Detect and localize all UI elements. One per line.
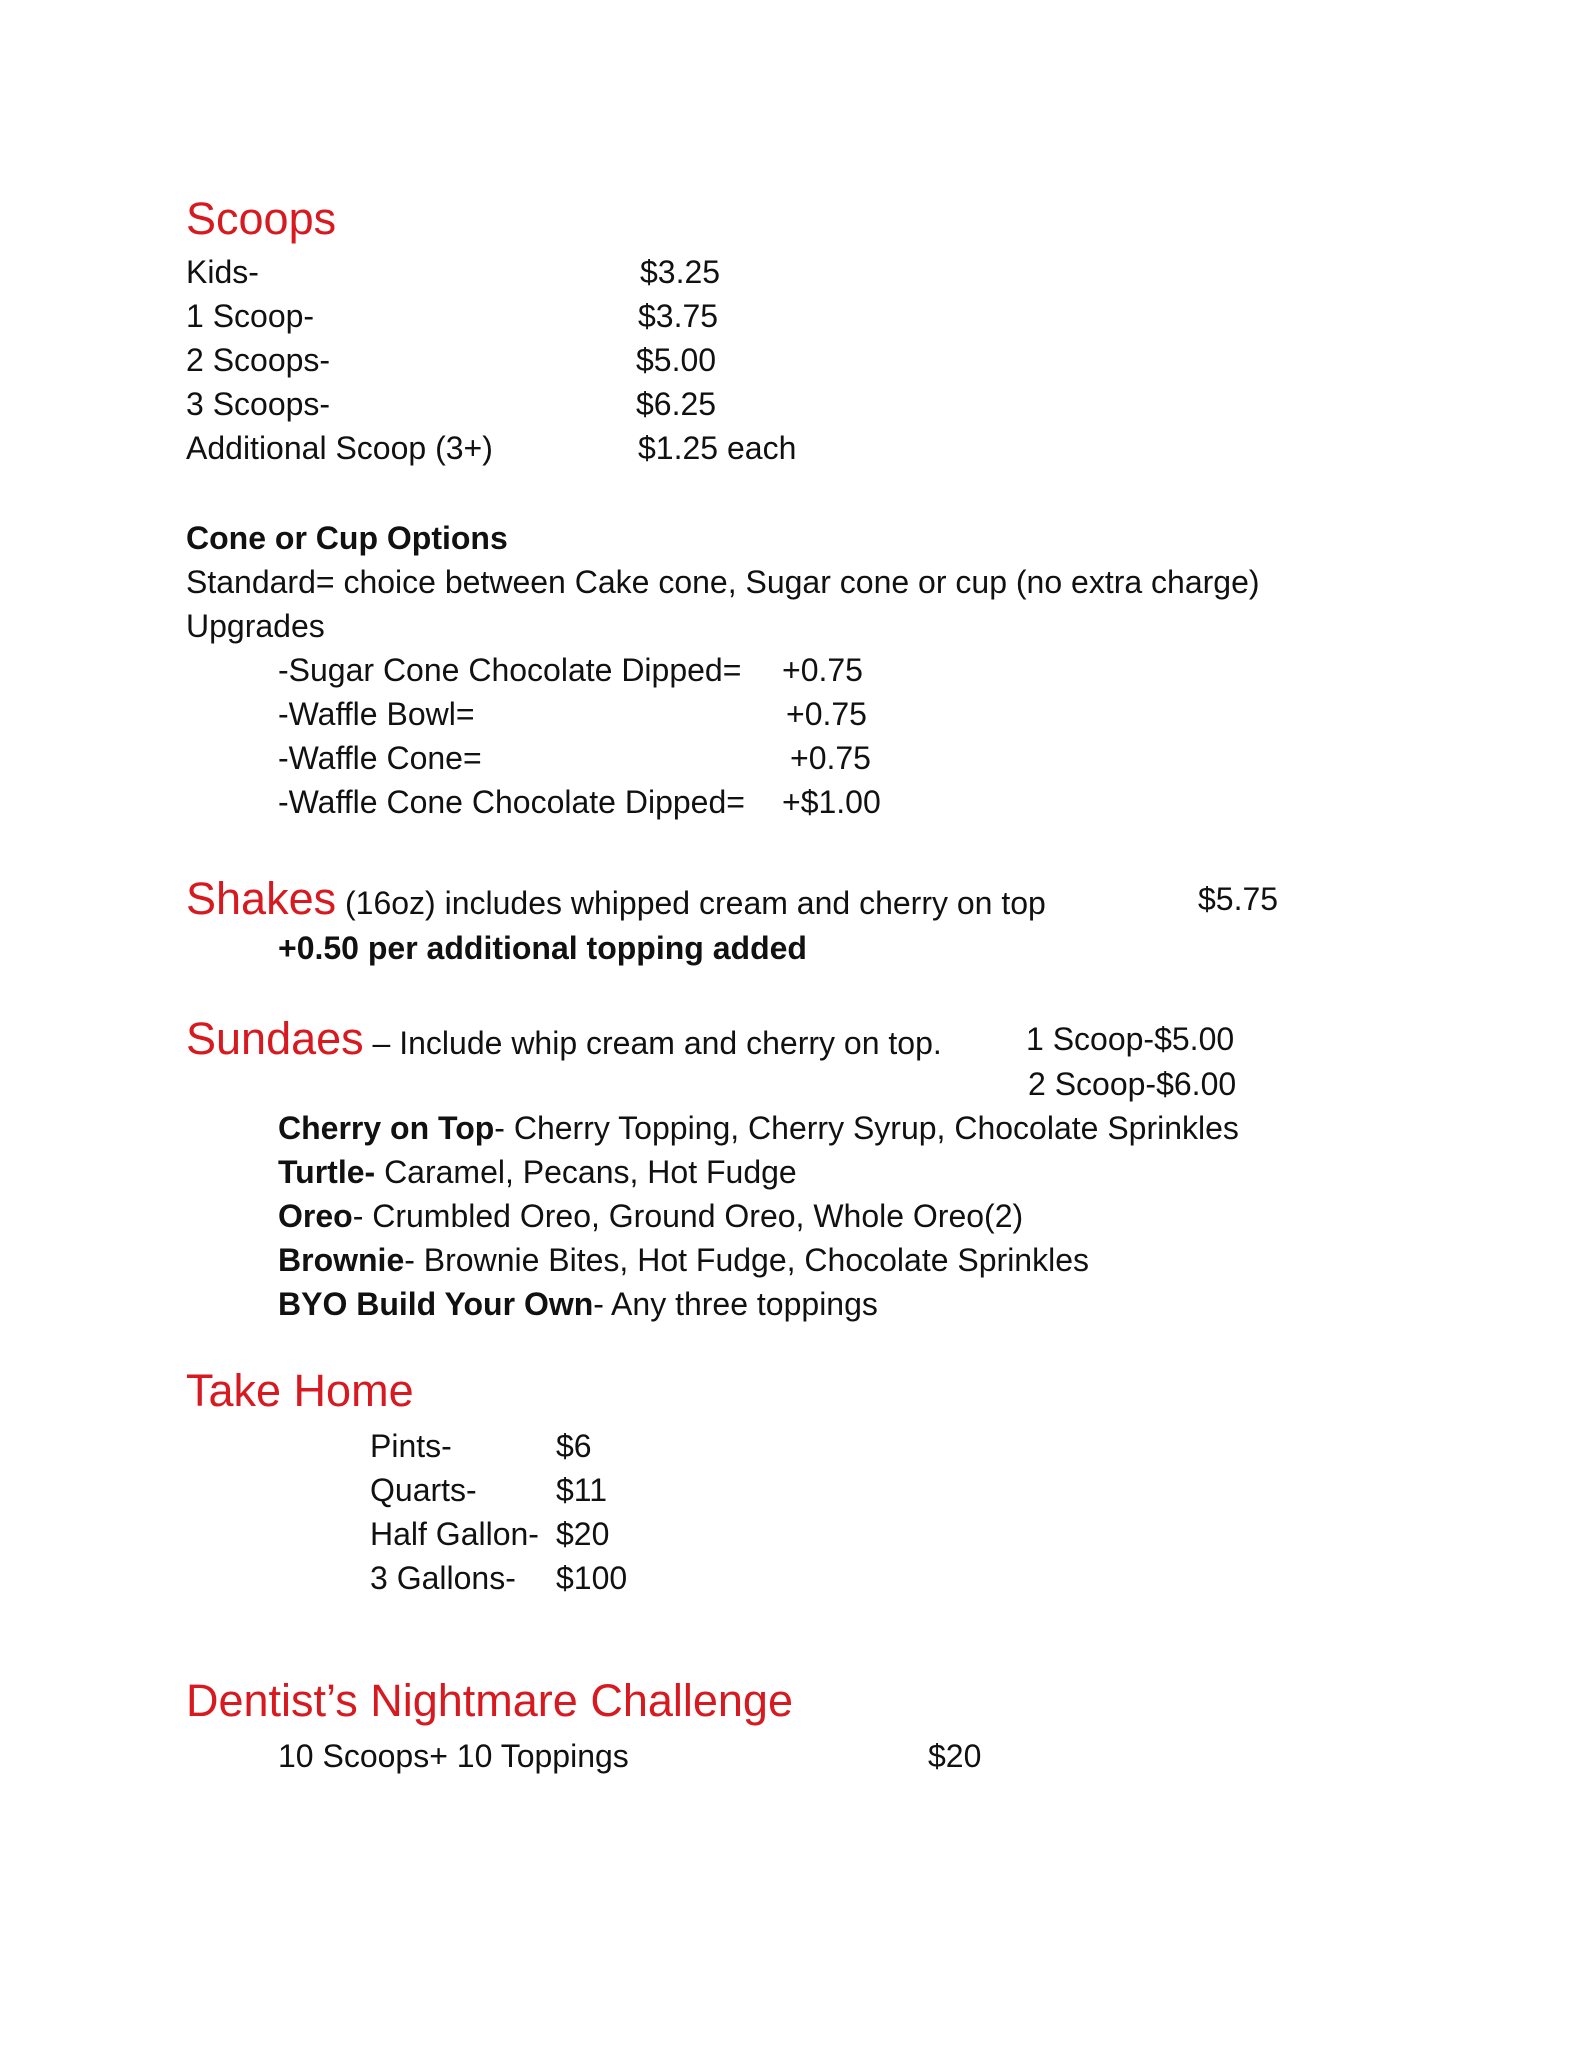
shakes-description: (16oz) includes whipped cream and cherry on top (336, 885, 1046, 921)
sundae-item (278, 1240, 1089, 1280)
scoops-heading: Scoops (186, 193, 337, 244)
scoops-item-label: 1 Scoop- (186, 298, 315, 334)
scoops-item-label: 3 Scoops- (186, 386, 331, 422)
sundaes-price: 1 Scoop-$5.00 (1026, 1021, 1235, 1057)
sundae-item-name: Cherry on Top (278, 1110, 495, 1146)
sundaes-header (186, 1012, 942, 1070)
take-home-item-label: Pints- (370, 1428, 452, 1464)
sundae-item-desc: - Crumbled Oreo, Ground Oreo, Whole Oreo(2) (352, 1198, 1024, 1234)
scoops-item-price: $6.25 (636, 386, 717, 422)
sundae-item-name: Turtle- (278, 1154, 376, 1190)
take-home-item-price: $11 (556, 1472, 608, 1508)
shakes-price: $5.75 (1198, 881, 1279, 917)
take-home-item-label: 3 Gallons- (370, 1560, 516, 1596)
scoops-item-label: Additional Scoop (3+) (186, 430, 493, 466)
cone-options-heading: Cone or Cup Options (186, 520, 508, 556)
sundae-item (278, 1284, 878, 1324)
scoops-item-price: $3.75 (638, 298, 719, 334)
take-home-item-price: $6 (556, 1428, 592, 1464)
shakes-heading: Shakes (186, 873, 337, 924)
upgrade-item-label: -Sugar Cone Chocolate Dipped= (278, 652, 742, 688)
sundae-item-name: Oreo (278, 1198, 353, 1234)
scoops-item-price: $3.25 (640, 254, 721, 290)
sundae-item (278, 1196, 1023, 1236)
upgrade-item-label: -Waffle Cone Chocolate Dipped= (278, 784, 745, 820)
sundaes-description: – Include whip cream and cherry on top. (363, 1025, 942, 1061)
challenge-heading: Dentist’s Nightmare Challenge (186, 1675, 793, 1726)
sundae-item (278, 1152, 797, 1192)
sundae-item-desc: - Cherry Topping, Cherry Syrup, Chocolate Sprinkles (494, 1110, 1239, 1146)
shakes-header (186, 872, 1046, 930)
scoops-item-label: 2 Scoops- (186, 342, 331, 378)
challenge-item: 10 Scoops+ 10 Toppings (278, 1738, 629, 1774)
scoops-item-price: $1.25 each (638, 430, 797, 466)
sundae-item-name: Brownie (278, 1242, 405, 1278)
sundaes-heading: Sundaes (186, 1013, 364, 1064)
sundae-item-desc: - Any three toppings (593, 1286, 878, 1322)
upgrade-item-price: +0.75 (782, 652, 863, 688)
upgrade-item-price: +$1.00 (782, 784, 881, 820)
challenge-price: $20 (928, 1738, 982, 1774)
scoops-item-price: $5.00 (636, 342, 717, 378)
upgrade-item-label: -Waffle Cone= (278, 740, 482, 776)
sundae-item-name: BYO Build Your Own (278, 1286, 594, 1322)
take-home-heading: Take Home (186, 1365, 414, 1416)
sundae-item (278, 1108, 1239, 1148)
cone-upgrades-label: Upgrades (186, 608, 325, 644)
upgrade-item-price: +0.75 (790, 740, 871, 776)
sundae-item-desc: Caramel, Pecans, Hot Fudge (375, 1154, 797, 1190)
take-home-item-label: Half Gallon- (370, 1516, 539, 1552)
upgrade-item-label: -Waffle Bowl= (278, 696, 475, 732)
take-home-item-price: $20 (556, 1516, 610, 1552)
cone-standard-text: Standard= choice between Cake cone, Sugar cone or cup (no extra charge) (186, 564, 1260, 600)
take-home-item-label: Quarts- (370, 1472, 477, 1508)
upgrade-item-price: +0.75 (786, 696, 867, 732)
sundae-item-desc: - Brownie Bites, Hot Fudge, Chocolate Sprinkles (404, 1242, 1089, 1278)
scoops-item-label: Kids- (186, 254, 259, 290)
take-home-item-price: $100 (556, 1560, 628, 1596)
sundaes-price: 2 Scoop-$6.00 (1028, 1066, 1237, 1102)
shakes-topping-note: +0.50 per additional topping added (278, 930, 807, 966)
